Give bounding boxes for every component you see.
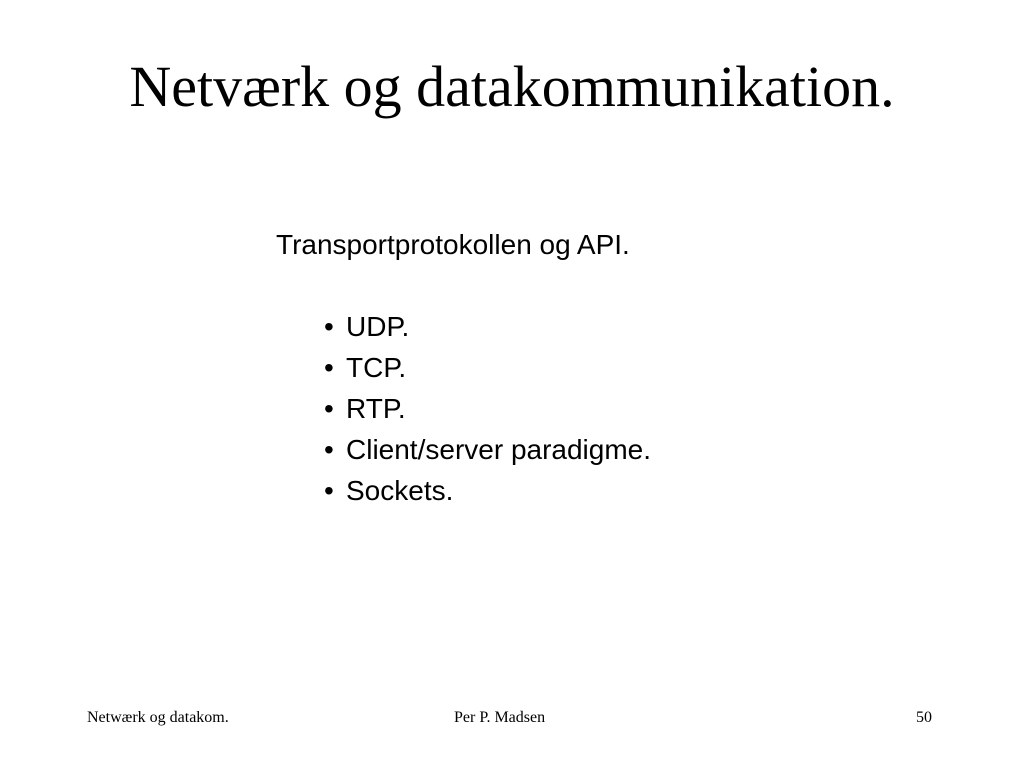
bullet-item-rtp [324, 388, 651, 429]
footer-author: Per P. Madsen [454, 709, 546, 726]
bullet-list [276, 306, 651, 511]
bullet-text: TCP. [346, 352, 407, 383]
bullet-text: RTP. [346, 393, 406, 424]
slide-subtitle: Transportprotokollen og API. [276, 229, 630, 260]
bullet-item-client-server [324, 429, 651, 470]
bullet-item-udp [324, 306, 651, 347]
slide-title: Netværk og datakommunikation. [129, 54, 895, 119]
bullet-icon: • [324, 393, 334, 424]
bullet-item-tcp [324, 347, 651, 388]
bullet-icon: • [324, 311, 334, 342]
bullet-icon: • [324, 475, 334, 506]
bullet-text: Client/server paradigme. [346, 434, 652, 465]
bullet-icon: • [324, 434, 334, 465]
bullet-icon: • [324, 352, 334, 383]
bullet-text: UDP. [346, 311, 410, 342]
slide-content [276, 224, 651, 511]
footer-course-name: Netwærk og datakom. [87, 709, 229, 726]
footer-page-number: 50 [916, 709, 932, 726]
bullet-text: Sockets. [346, 475, 454, 506]
bullet-item-sockets [324, 470, 651, 511]
